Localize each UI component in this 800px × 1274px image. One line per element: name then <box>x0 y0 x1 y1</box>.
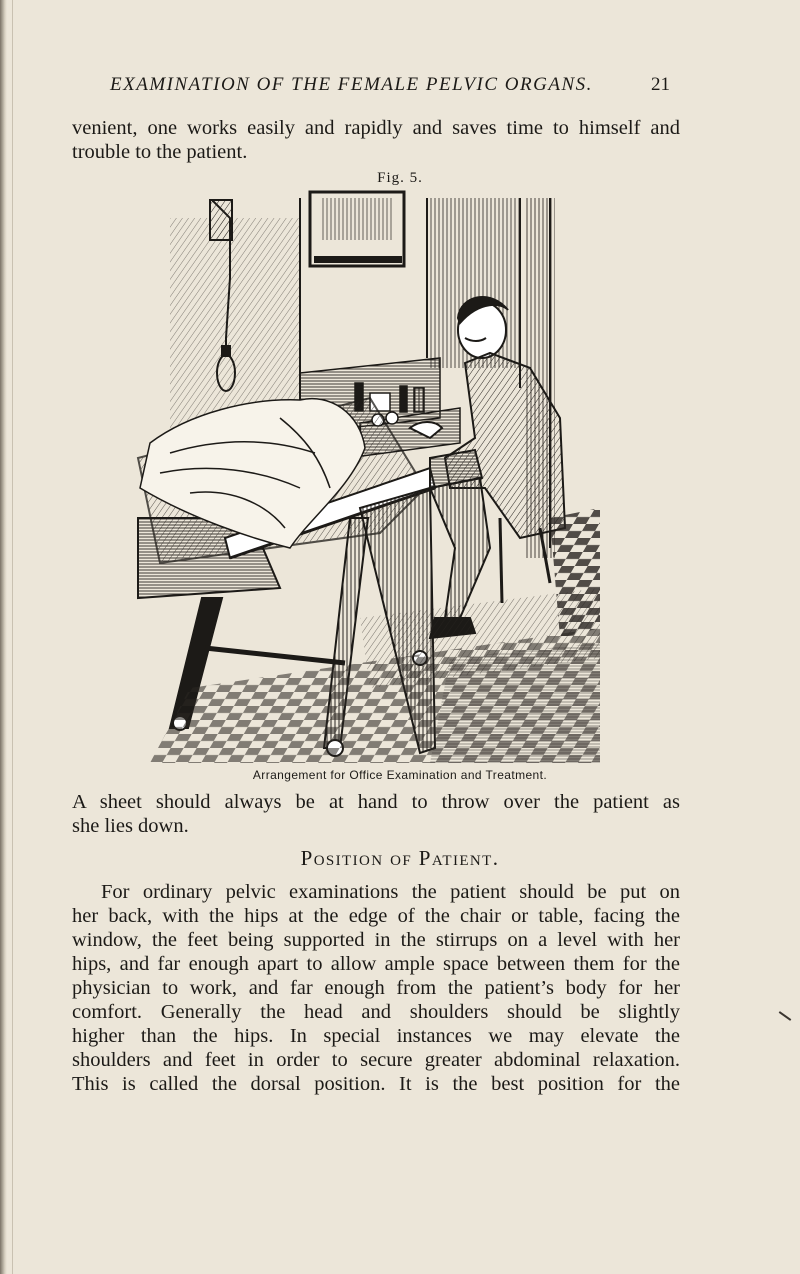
sheet-line-2: she lies down. <box>72 815 189 837</box>
body-line-2: her back, with the hips at the edge of the chair or table, facing the <box>72 905 680 927</box>
body-line-7: higher than the hips. In special instances we may elevate the <box>72 1025 680 1047</box>
intro-paragraph <box>72 116 680 164</box>
body-line-6: comfort. Generally the head and shoulders should be slightly <box>72 1001 680 1023</box>
section-heading: Position of Patient. <box>300 846 500 870</box>
body-line-4: hips, and far enough apart to allow ample space between them for the <box>72 953 680 975</box>
running-head-title: EXAMINATION OF THE FEMALE PELVIC ORGANS. <box>110 74 593 95</box>
page-number: 21 <box>651 74 670 95</box>
intro-line-1: venient, one works easily and rapidly and saves time to himself and <box>72 117 680 139</box>
sheet-paragraph <box>72 790 680 838</box>
framed-picture <box>310 192 404 266</box>
margin-pencil-mark <box>779 1011 792 1021</box>
figure-caption: Arrangement for Office Examination and Treatment. <box>252 768 548 782</box>
running-head <box>110 74 670 104</box>
sheet-line-1: A sheet should always be at hand to throw over the patient as <box>72 791 680 813</box>
intro-line-2: trouble to the patient. <box>72 141 248 163</box>
body-line-1: For ordinary pelvic examinations the patient should be put on <box>101 881 680 903</box>
body-line-5: physician to work, and far enough from the patient’s body for her <box>72 977 680 999</box>
body-line-3: window, the feet being supported in the stirrups on a level with her <box>72 929 680 951</box>
page-edge-line <box>12 0 13 1274</box>
figure-label: Fig. 5. <box>377 170 423 186</box>
body-line-8: shoulders and feet in order to secure greater abdominal relaxation. <box>72 1049 680 1071</box>
body-line-9: This is called the dorsal position. It is the best position for the <box>72 1073 680 1095</box>
figure-illustration <box>130 188 602 763</box>
page-gutter-shadow <box>0 0 7 1274</box>
body-paragraph <box>72 880 680 1096</box>
